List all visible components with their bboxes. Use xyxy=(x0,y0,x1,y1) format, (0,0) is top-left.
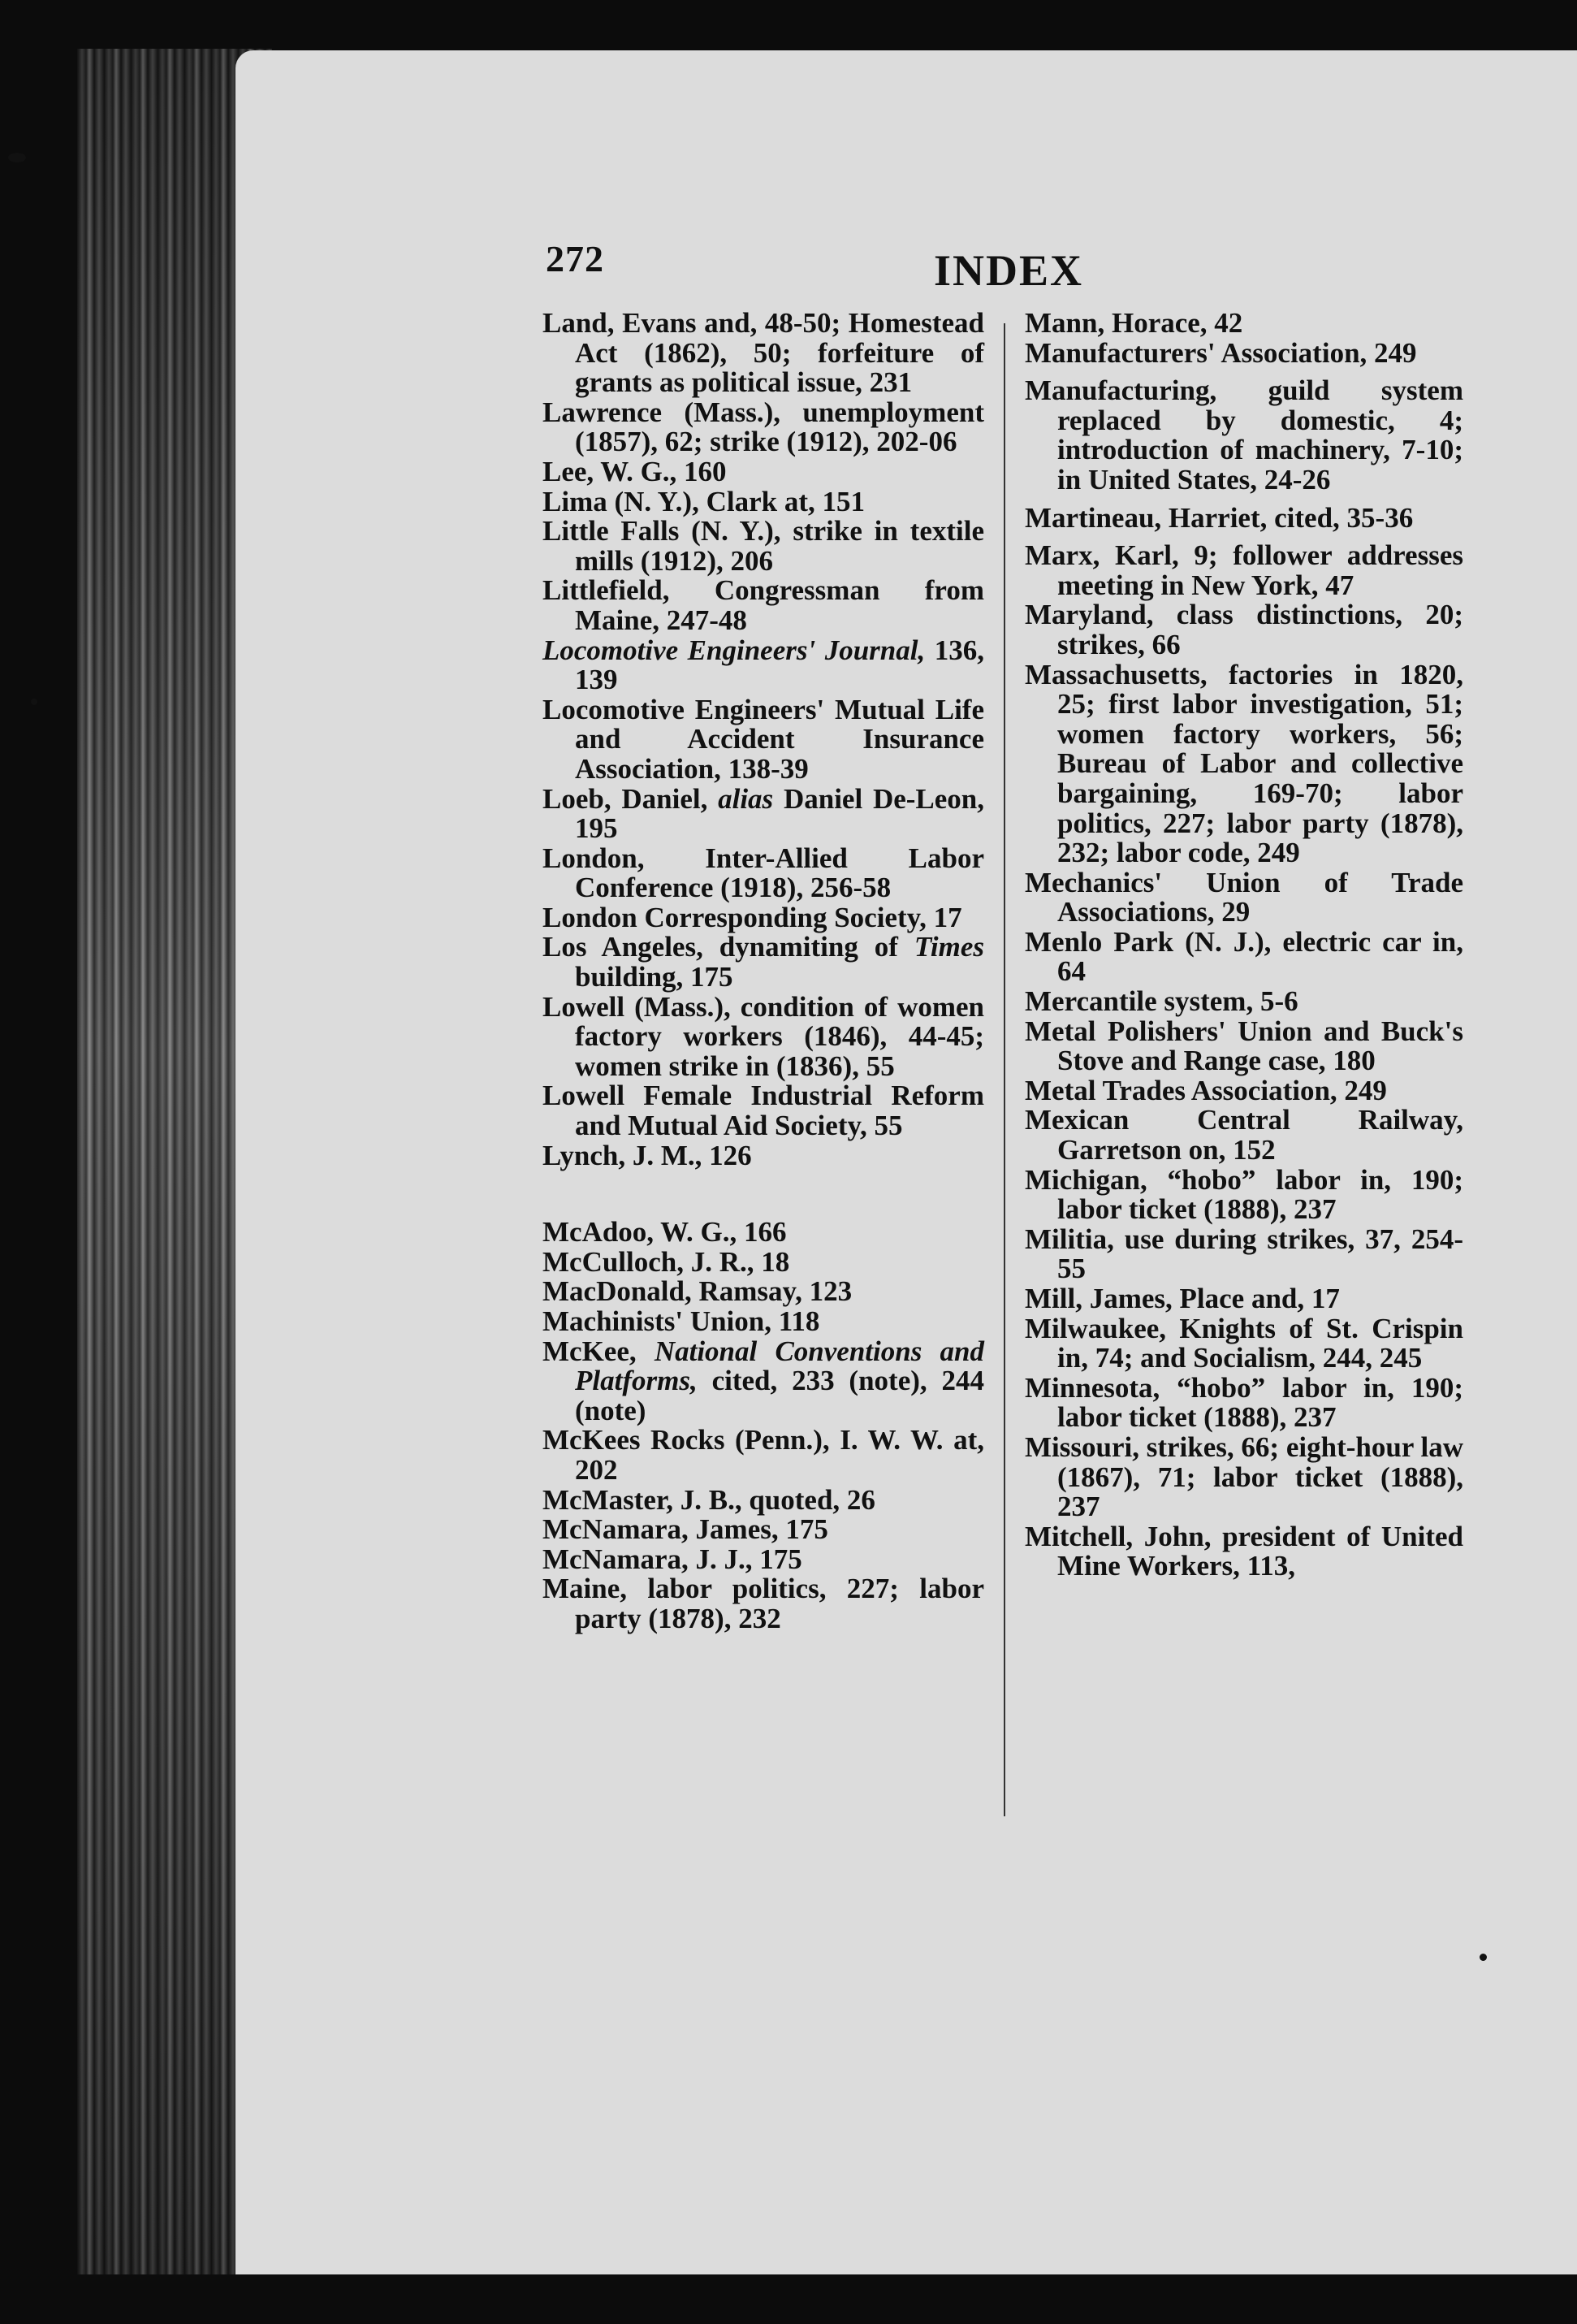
index-entry: Mexican Central Railway, Garretson on, 152 xyxy=(1025,1104,1463,1166)
index-entry: Lynch, J. M., 126 xyxy=(542,1139,752,1171)
index-entry: Littlefield, Congressman from Maine, 247-48 xyxy=(542,574,984,636)
index-entry: Manufacturers' Association, 249 xyxy=(1025,336,1417,369)
index-entry: Maryland, class distinctions, 20; strikes, 66 xyxy=(1025,599,1463,660)
entry-pages: 136, 139 xyxy=(575,634,985,696)
index-entry: Lima (N. Y.), Clark at, 151 xyxy=(542,485,865,517)
index-entry: Little Falls (N. Y.), strike in textile mills (1912), 206 xyxy=(542,515,984,577)
index-entry: McNamara, James, 175 xyxy=(542,1513,828,1546)
index-entry: Manufacturing, guild system replaced by domestic, 4; introduction of machinery, 7-10; in United States, 24-26 xyxy=(1025,374,1463,496)
journal-title: Locomotive Engineers' Journal, xyxy=(542,634,926,666)
entry-text: cited, 233 (note), 244 (note) xyxy=(575,1365,984,1426)
index-entry: London, Inter-Allied Labor Conference (1918), 256-58 xyxy=(542,842,984,904)
index-column-right xyxy=(1025,309,1463,1582)
index-entry: Lawrence (Mass.), unemployment (1857), 62; strike (1912), 202-06 xyxy=(542,396,984,458)
entry-text: Los Angeles, dynamiting of xyxy=(542,931,898,963)
entry-italic: National Conventions and Platforms, xyxy=(575,1335,984,1397)
entry-text: Daniel De-Leon, 195 xyxy=(575,782,984,845)
index-entry: Massachusetts, factories in 1820, 25; first labor investigation, 51; women factory workers, 56; Bureau of Labor and collective bargaining, 169-70; labor politics, 227; labor party (1878), 232; labor code, 249 xyxy=(1025,658,1463,869)
index-entry xyxy=(542,782,984,845)
index-entry xyxy=(542,933,984,992)
index-entry: Mitchell, John, president of United Mine Workers, 113, xyxy=(1025,1520,1463,1582)
entry-text: building, 175 xyxy=(575,961,733,993)
index-entry: Lowell (Mass.), condition of women factory workers (1846), 44-45; women strike in (1836), 55 xyxy=(542,990,984,1082)
index-entry: London Corresponding Society, 17 xyxy=(542,901,962,933)
index-entry: Lowell Female Industrial Reform and Mutual Aid Society, 55 xyxy=(542,1080,984,1142)
index-entry: Milwaukee, Knights of St. Crispin in, 74; and Socialism, 244, 245 xyxy=(1025,1312,1463,1374)
index-entry: McKees Rocks (Penn.), I. W. W. at, 202 xyxy=(542,1424,984,1486)
entry-text: McKee, xyxy=(542,1335,637,1367)
index-entry: Machinists' Union, 118 xyxy=(542,1305,820,1337)
index-entry: Minnesota, “hobo” labor in, 190; labor ticket (1888), 237 xyxy=(1025,1371,1463,1434)
index-column-left xyxy=(542,309,984,1634)
index-entry: Mechanics' Union of Trade Associations, 29 xyxy=(1025,866,1463,928)
index-entry xyxy=(542,636,984,695)
dust-speck xyxy=(1480,1954,1487,1961)
index-entry: Michigan, “hobo” labor in, 190; labor ticket (1888), 237 xyxy=(1025,1163,1463,1226)
index-entry: Menlo Park (N. J.), electric car in, 64 xyxy=(1025,925,1463,988)
index-entry: MacDonald, Ramsay, 123 xyxy=(542,1275,853,1308)
entry-text: Loeb, Daniel, xyxy=(542,782,708,815)
index-entry: McCulloch, J. R., 18 xyxy=(542,1245,790,1278)
index-entry: Metal Trades Association, 249 xyxy=(1025,1074,1387,1106)
index-entry: McMaster, J. B., quoted, 26 xyxy=(542,1483,875,1516)
index-entry xyxy=(542,1337,984,1426)
index-entry: Missouri, strikes, 66; eight-hour law (1867), 71; labor ticket (1888), 237 xyxy=(1025,1430,1463,1523)
index-entry: Mercantile system, 5-6 xyxy=(1025,985,1298,1018)
column-divider xyxy=(1004,323,1005,1816)
entry-italic: alias xyxy=(718,782,774,815)
index-entry: Marx, Karl, 9; follower addresses meeting in New York, 47 xyxy=(1025,539,1463,601)
index-entry: Militia, use during strikes, 37, 254-55 xyxy=(1025,1223,1463,1285)
index-entry: Mann, Horace, 42 xyxy=(1025,307,1243,339)
index-entry: McNamara, J. J., 175 xyxy=(542,1543,802,1575)
index-entry: Metal Polishers' Union and Buck's Stove and Range case, 180 xyxy=(1025,1015,1463,1077)
page-number: 272 xyxy=(546,238,604,279)
entry-italic: Times xyxy=(914,931,984,963)
index-entry: Land, Evans and, 48-50; Homestead Act (1862), 50; forfeiture of grants as political issue, 231 xyxy=(542,307,984,399)
index-entry: Maine, labor politics, 227; labor party (1878), 232 xyxy=(542,1573,984,1634)
index-entry: Martineau, Harriet, cited, 35-36 xyxy=(1025,501,1414,534)
index-entry: Lee, W. G., 160 xyxy=(542,455,727,487)
dust-speck xyxy=(31,699,37,705)
index-entry: Locomotive Engineers' Mutual Life and Accident Insurance Association, 138-39 xyxy=(542,693,984,785)
dust-speck xyxy=(8,153,26,162)
page-title: INDEX xyxy=(934,246,1084,295)
index-entry: Mill, James, Place and, 17 xyxy=(1025,1283,1340,1314)
index-entry: McAdoo, W. G., 166 xyxy=(542,1216,787,1249)
